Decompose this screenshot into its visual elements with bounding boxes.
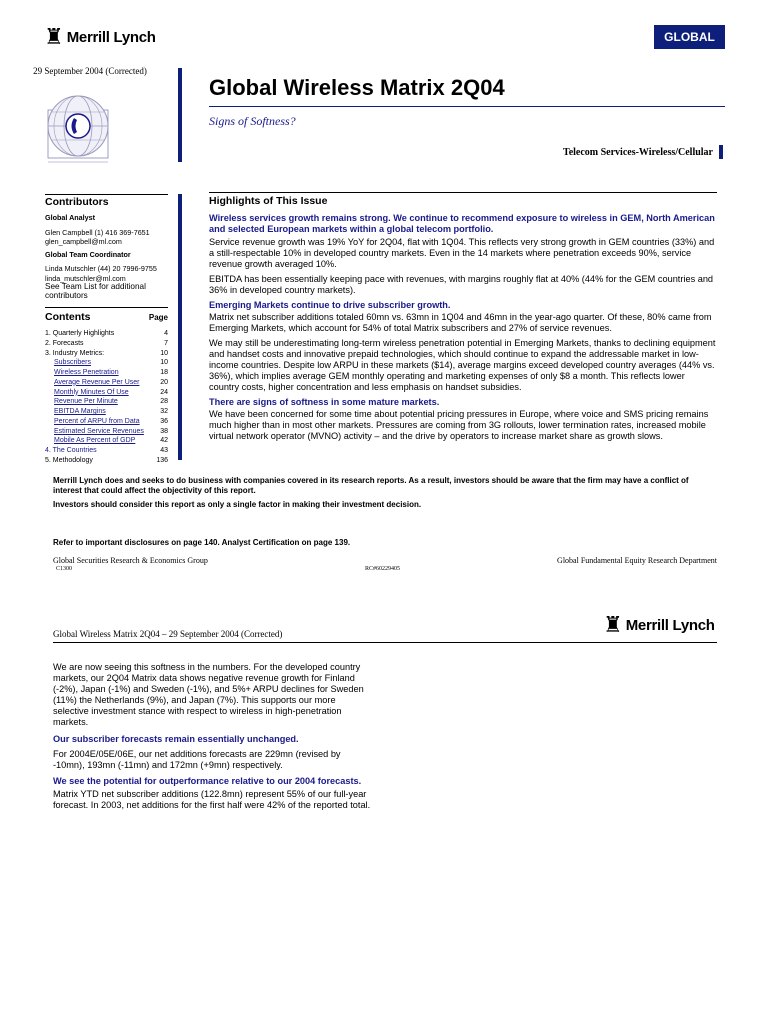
footer-group: Global Securities Research & Economics Group [53,556,208,565]
globe-icon [44,82,112,166]
important-disclosures-ref[interactable]: Refer to important disclosures on page 140. Analyst Certification on page 139. [53,538,351,547]
toc-row[interactable]: Percent of ARPU from Data 36 [54,417,168,425]
contents-page-label: Page [148,313,168,322]
page2-paragraph-2: For 2004E/05E/06E, our net additions forecasts are 229mn (revised by -10mn), 193mn (-11mn) and 172mn (+9mn) respectively. [53,749,341,770]
body-vertical-rule [178,194,182,460]
page2-header-rule [53,642,717,643]
report-title: Global Wireless Matrix 2Q04 [209,75,505,100]
coordinator-label: Global Team Coordinator [45,249,131,259]
toc-row[interactable]: 4. The Countries 43 [45,447,168,454]
highlight-heading-3: There are signs of softness in some mature markets. [209,397,440,407]
bull-icon: ♜ [603,612,623,637]
toc-row[interactable]: Wireless Penetration 18 [54,369,168,376]
globe-telephone-graphic [44,82,112,166]
analyst-label: Global Analyst [45,213,96,222]
footer-code-mid: RC#60229405 [365,566,401,572]
conflict-disclosure: Merrill Lynch does and seeks to do business with companies covered in its research reports. As a result, investors should be aware that the firm may have a conflict of interest that could affect the objectivity of this report. [53,476,689,495]
contributors-panel [45,194,168,300]
toc-row[interactable]: EBITDA Margins 32 [54,408,168,415]
title-underline [209,106,725,107]
toc-row[interactable]: Estimated Service Revenues 38 [54,427,168,435]
report-date: 29 September 2004 (Corrected) [33,66,147,76]
highlight-paragraph-5: We have been concerned for some time about potential pricing pressures in Europe, where voice and SMS pricing remains much higher than in most other markets. Pressures are coming from 3G rollouts, lower termination rates, increased mobile virtual network operator (MVNO) activity – and the drive by operators to increase market share as growth slows. [209,409,709,441]
contributors-heading: Contributors [45,196,109,208]
footer-department: Global Fundamental Equity Research Department [557,556,717,565]
toc-row[interactable]: Monthly Minutes Of Use 24 [54,388,168,396]
page2-body [53,662,371,811]
toc-row[interactable]: 3. Industry Metrics: 10 [45,349,168,357]
global-badge: GLOBAL [654,25,725,49]
sector-marker [719,145,723,159]
highlight-paragraph-1: Service revenue growth was 19% YoY for 2Q04, flat with 1Q04. This reflects very strong growth in GEM countries (33%) and a still-respectable 10% in developed country markets. Even in the 14 markets where penetration exceeds 90%, service revenue growth averaged 10%. [209,237,715,269]
contents-panel [45,307,168,466]
highlights-heading: Highlights of This Issue [209,195,328,207]
page2-paragraph-1: We are now seeing this softness in the numbers. For the developed country markets, our 2Q04 Matrix data shows negative revenue growth for Finland (-2%), Japan (-1%) and Sweden (-1%), and 5%+ ARPU declines for Sweden (11%) the Netherlands (9%), and Japan (7%). This supports our more selective investment stance with respect to wireless in high-penetration markets. [53,662,364,727]
page2-heading-1: Our subscriber forecasts remain essentially unchanged. [53,734,299,744]
analyst-phone: Glen Campbell (1) 416 369-7651 [45,227,150,237]
highlights-top-rule [209,192,717,193]
toc-list [45,329,168,466]
toc-row[interactable]: Subscribers 10 [54,359,168,367]
highlights-section [209,195,717,442]
logo-text: Merrill Lynch [66,28,156,46]
footer-code-left: C1300 [56,566,73,572]
highlight-paragraph-3: Matrix net subscriber additions totaled 60mn vs. 63mn in 1Q04 and 46mn in the year-ago quarter. Of these, 80% came from Emerging Markets, which account for 54% of total Matrix subscribers and 27% of service revenues. [209,312,712,333]
toc-row[interactable]: Mobile As Percent of GDP 42 [54,437,168,445]
logo-text: Merrill Lynch [625,616,715,634]
investor-disclosure: Investors should consider this report as only a single factor in making their investment decision. [53,500,422,509]
merrill-lynch-logo-page2 [603,614,715,636]
bull-icon: ♜ [44,24,64,49]
header-vertical-rule [178,68,182,162]
analyst-email[interactable]: glen_campbell@ml.com [45,237,122,246]
report-subtitle: Signs of Softness? [209,114,296,128]
sector-label: Telecom Services-Wireless/Cellular [562,147,713,158]
toc-row[interactable]: Revenue Per Minute 28 [54,398,168,406]
highlight-heading-2: Emerging Markets continue to drive subscriber growth. [209,300,451,310]
page2-running-header: Global Wireless Matrix 2Q04 – 29 September 2004 (Corrected) [53,629,283,639]
coordinator-email[interactable]: linda_mutschler@ml.com [45,273,126,283]
toc-row[interactable]: 2. Forecasts 7 [45,339,168,347]
toc-row[interactable]: 5. Methodology 136 [45,456,168,464]
merrill-lynch-logo [44,26,156,48]
toc-row[interactable]: 1. Quarterly Highlights 4 [45,330,168,337]
highlight-heading-1: Wireless services growth remains strong. We continue to recommend exposure to wireless in GEM, North American and selected European markets within a global telecom portfolio. [209,213,715,234]
highlight-paragraph-4: We may still be underestimating long-term wireless penetration potential in Emerging Markets, thanks to declining equipment and handset costs and innovative prepaid technologies, which should continue to expand the addressable market in low-income countries. Despite low ARPU in these markets ($14), average margins exceed developed country averages (44% vs. 36%), which implies average GEM monthly operating and marketing expenses of only $8 a month. This reflects lower country costs, higher concentration and less emphasis on handset subsidies. [209,338,716,392]
page2-paragraph-3: Matrix YTD net subscriber additions (122.8mn) represent 55% of our full-year forecast. In 2003, net additions for the first half were 42% of the reported total. [53,789,371,810]
toc-row[interactable]: Average Revenue Per User 20 [54,378,168,386]
coordinator-phone: Linda Mutschler (44) 20 7996-9755 [45,264,157,273]
team-list-note[interactable]: See Team List for additional contributors [45,282,146,300]
highlight-paragraph-2: EBITDA has been essentially keeping pace with revenues, with margins roughly flat at 40% (44% for the GEM countries and 36% in developed country markets). [209,274,714,295]
contents-heading: Contents [45,311,91,323]
page2-heading-2: We see the potential for outperformance relative to our 2004 forecasts. [53,776,362,786]
